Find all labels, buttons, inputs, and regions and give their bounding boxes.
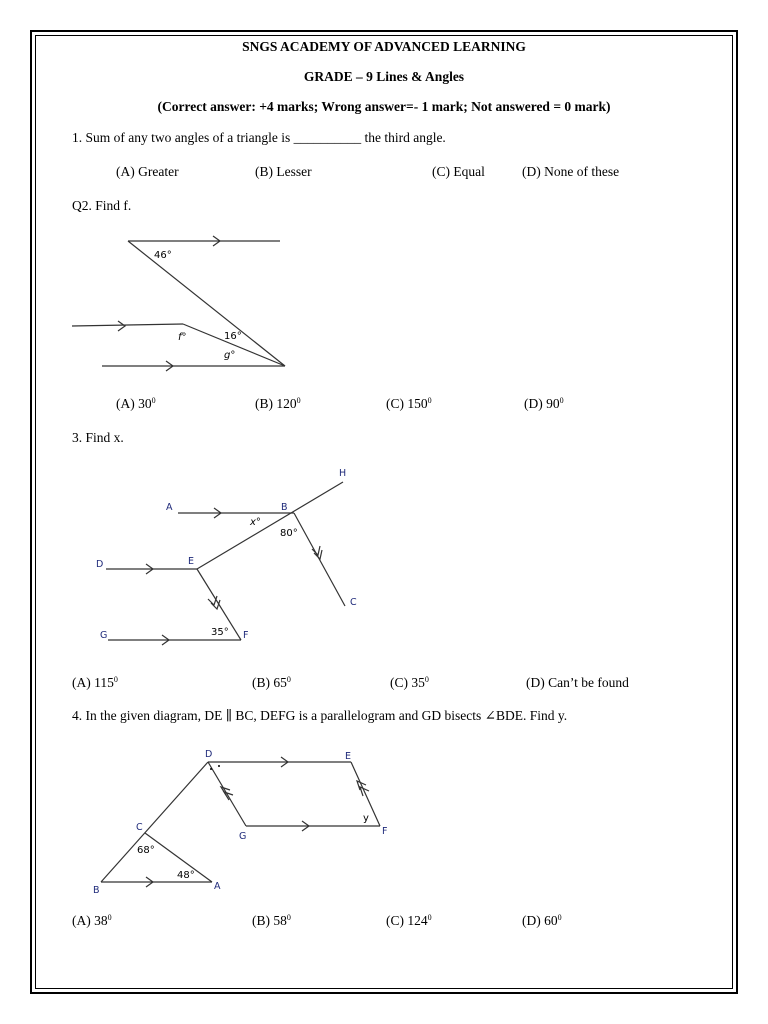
q2-label-f: f° [178, 332, 187, 343]
q3-option-d[interactable]: (D) Can’t be found [526, 675, 629, 690]
q3-label-35: 35° [211, 627, 229, 638]
question-1-text: 1. Sum of any two angles of a triangle is __________ the third angle. [72, 130, 446, 145]
q4-label-y: y [363, 813, 369, 824]
q3-option-b[interactable]: (B) $65^0$ [252, 675, 291, 690]
question-4-text: 4. In the given diagram, DE ∥ BC, DEFG is a parallelogram and GD bisects ∠BDE. Find y. [72, 708, 568, 723]
school-name: SNGS ACADEMY OF ADVANCED LEARNING [242, 39, 526, 54]
question-2-text: Q2. Find f. [72, 198, 132, 213]
q4-label-D: D [205, 749, 213, 760]
q3-label-H: H [339, 468, 347, 479]
q1-option-b[interactable]: (B) Lesser [255, 164, 312, 179]
q3-label-G: G [100, 630, 108, 641]
q4-bisector-dot-2 [218, 765, 220, 767]
q1-option-a[interactable]: (A) Greater [116, 164, 179, 179]
q2-label-16: 16° [224, 331, 242, 342]
q1-option-c[interactable]: (C) Equal [432, 164, 485, 179]
q4-label-A: A [214, 881, 221, 892]
q3-label-A: A [166, 502, 173, 513]
q4-option-a[interactable]: (A) $38^0$ [72, 913, 112, 928]
q4-label-68: 68° [137, 845, 155, 856]
q3-label-C: C [350, 597, 357, 608]
question-3-text: 3. Find x. [72, 430, 124, 445]
q4-label-G: G [239, 831, 247, 842]
marking-scheme: (Correct answer: +4 marks; Wrong answer=- 1 mark; Not answered = 0 mark) [157, 99, 611, 114]
q2-label-g: g° [224, 350, 236, 361]
q3-label-D: D [96, 559, 104, 570]
q2-option-d[interactable]: (D) $90^0$ [524, 396, 564, 411]
q4-option-d[interactable]: (D) $60^0$ [522, 913, 562, 928]
q2-option-b[interactable]: (B) $120^0$ [255, 396, 301, 411]
worksheet-title: GRADE – 9 Lines & Angles [303, 69, 465, 84]
q4-label-B: B [93, 885, 100, 896]
q3-label-F: F [243, 630, 249, 641]
q4-bisector-dot-1 [210, 768, 212, 770]
q2-option-c[interactable]: (C) $150^0$ [386, 396, 432, 411]
q4-label-48: 48° [177, 870, 195, 881]
q4-label-C: C [136, 822, 143, 833]
q3-label-x: x° [250, 517, 261, 528]
q4-label-F: F [382, 826, 388, 837]
q4-option-c[interactable]: (C) $124^0$ [386, 913, 432, 928]
q1-option-d[interactable]: (D) None of these [522, 164, 620, 179]
q3-label-80: 80° [280, 528, 298, 539]
q3-label-B: B [281, 502, 288, 513]
q3-option-a[interactable]: (A) $115^0$ [72, 675, 118, 690]
q4-option-b[interactable]: (B) $58^0$ [252, 913, 291, 928]
q4-label-E: E [345, 751, 352, 762]
q2-label-46: 46° [154, 250, 172, 261]
q3-option-c[interactable]: (C) $35^0$ [390, 675, 429, 690]
q3-label-E: E [188, 556, 195, 567]
q2-option-a[interactable]: (A) $30^0$ [116, 396, 156, 411]
